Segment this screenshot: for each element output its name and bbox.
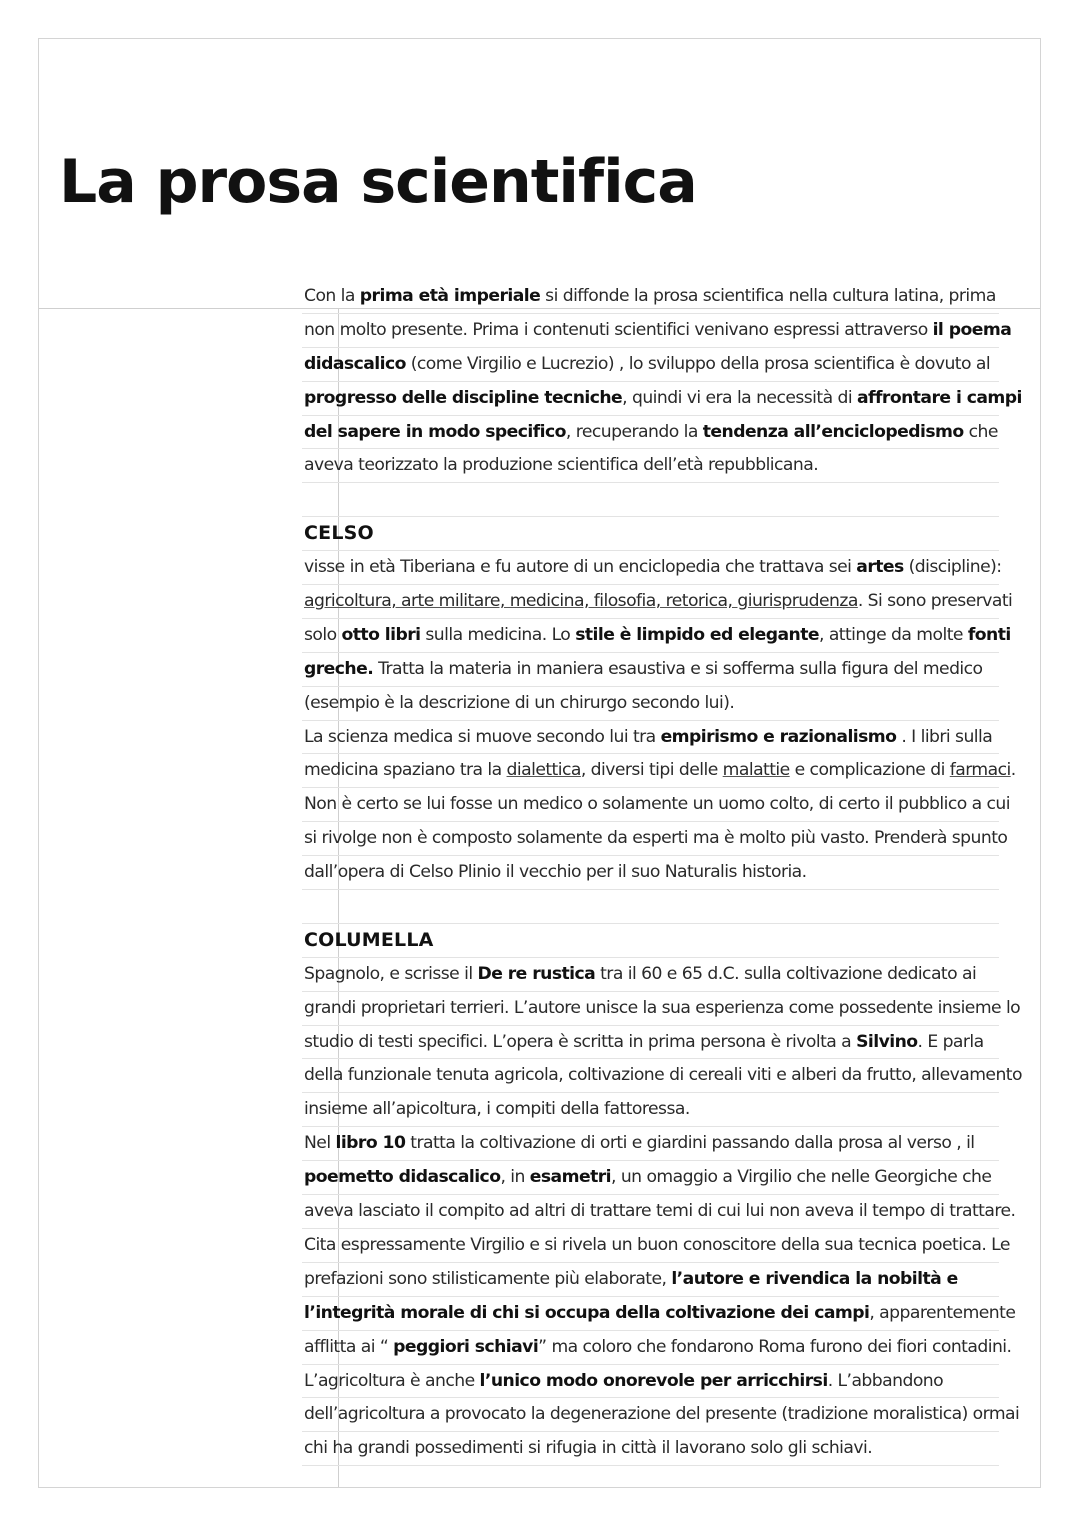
- note-line: [302, 382, 1022, 416]
- note-line: [302, 754, 1016, 788]
- note-text: . E parla: [917, 1031, 984, 1052]
- note-text: . L’abbandono: [827, 1370, 944, 1391]
- bold-text: otto libri: [341, 624, 421, 645]
- note-text: solo: [304, 624, 342, 645]
- note-line: [302, 1432, 999, 1466]
- note-text: e complicazione di: [789, 760, 950, 781]
- note-text: Con la: [304, 286, 360, 306]
- note-text: non molto presente. Prima i contenuti scientifici venivano espressi attraverso: [304, 319, 933, 340]
- note-text: aveva lasciato il compito ad altri di trattare temi di cui lui non aveva il tempo di trattare.: [304, 1201, 1016, 1222]
- note-text: si diffonde la prosa scientifica nella cultura latina, prima: [540, 286, 996, 306]
- bold-text: fonti: [967, 624, 1011, 645]
- note-text: , quindi vi era la necessità di: [622, 387, 857, 408]
- bold-text: artes: [856, 557, 904, 578]
- note-line: [302, 958, 999, 992]
- page-title: La prosa scientifica: [59, 147, 697, 217]
- note-line: [302, 1229, 1010, 1263]
- bold-text: del sapere in modo specifico: [304, 421, 566, 442]
- bold-text: esametri: [529, 1167, 612, 1188]
- note-text: aveva teorizzato la produzione scientifica dell’età repubblicana.: [304, 455, 819, 476]
- note-text: dell’agricoltura a provocato la degenerazione del presente (tradizione moralistica) ormai: [304, 1404, 1020, 1425]
- bold-text: De re rustica: [477, 963, 596, 984]
- notes-body: [302, 280, 1022, 1466]
- note-line: [302, 551, 1002, 585]
- note-line: [302, 585, 1013, 619]
- note-text: , in: [500, 1167, 530, 1188]
- underlined-text: dialettica: [506, 760, 581, 781]
- bold-text: didascalico: [304, 353, 406, 374]
- note-line: [302, 653, 999, 687]
- note-text: della funzionale tenuta agricola, coltivazione di cereali viti e alberi da frutto, allevamento: [304, 1065, 1022, 1086]
- bold-text: peggiori schiavi: [393, 1336, 539, 1357]
- note-text: La scienza medica si muove secondo lui tra: [304, 726, 661, 747]
- bold-text: progresso delle discipline tecniche: [304, 387, 623, 408]
- note-line: [302, 280, 999, 314]
- title-cell: [39, 39, 1040, 309]
- note-line: [302, 1127, 999, 1161]
- note-line: [302, 687, 999, 721]
- bold-text: empirismo e razionalismo: [660, 726, 897, 747]
- bold-text: il poema: [932, 319, 1012, 340]
- note-text: (esempio è la descrizione di un chirurgo secondo lui).: [304, 692, 735, 713]
- note-text: grandi proprietari terrieri. L’autore unisce la sua esperienza come possedente insieme lo: [304, 997, 1021, 1018]
- note-text: . Si sono preservati: [857, 591, 1013, 612]
- note-line: [302, 890, 999, 924]
- note-text: .: [1010, 760, 1016, 781]
- bold-text: affrontare i campi: [856, 387, 1022, 408]
- bold-text: stile è limpido ed elegante: [575, 624, 819, 645]
- bold-text: Silvino: [856, 1031, 918, 1052]
- note-line: [302, 924, 999, 958]
- note-line: [302, 1398, 1020, 1432]
- note-text: afflitta ai “: [304, 1336, 394, 1357]
- note-text: medicina spaziano tra la: [304, 760, 507, 781]
- note-line: [302, 619, 1011, 653]
- note-line: [302, 314, 1012, 348]
- note-text: sulla medicina. Lo: [420, 624, 576, 645]
- note-text: Nel: [304, 1133, 336, 1154]
- bold-text: prima età imperiale: [359, 286, 541, 306]
- note-text: , attinge da molte: [819, 624, 968, 645]
- note-line: [302, 1195, 1016, 1229]
- note-text: , un omaggio a Virgilio che nelle Georgiche che: [611, 1167, 992, 1188]
- note-text: (come Virgilio e Lucrezio) , lo sviluppo della prosa scientifica è dovuto al: [405, 353, 991, 374]
- note-line: [302, 822, 1008, 856]
- note-text: Spagnolo, e scrisse il: [304, 963, 478, 984]
- note-text: che: [963, 421, 998, 442]
- note-line: [302, 1331, 1012, 1365]
- note-text: visse in età Tiberiana e fu autore di un enciclopedia che trattava sei: [304, 557, 857, 578]
- note-line: [302, 348, 999, 382]
- note-line: [302, 992, 1021, 1026]
- bold-text: libro 10: [335, 1133, 406, 1154]
- note-text: prefazioni sono stilisticamente più elaborate,: [304, 1268, 672, 1289]
- note-text: L’agricoltura è anche: [304, 1370, 480, 1391]
- note-text: chi ha grandi possedimenti si rifugia in città il lavorano solo gli schiavi.: [304, 1438, 873, 1459]
- note-line: [302, 856, 999, 890]
- note-line: [302, 483, 999, 517]
- note-text: Non è certo se lui fosse un medico o solamente un uomo colto, di certo il pubblico a cui: [304, 794, 1011, 815]
- note-text: dall’opera di Celso Plinio il vecchio per il suo Naturalis historia.: [304, 862, 807, 883]
- note-text: , apparentemente: [869, 1302, 1016, 1323]
- note-line: [302, 416, 999, 450]
- note-text: insieme all’apicoltura, i compiti della fattoressa.: [304, 1099, 690, 1120]
- note-line: [302, 1161, 999, 1195]
- bold-text: tendenza all’enciclopedismo: [702, 421, 964, 442]
- note-text: . I libri sulla: [896, 726, 993, 747]
- note-text: ” ma coloro che fondarono Roma furono dei fiori contadini.: [538, 1336, 1012, 1357]
- note-line: [302, 721, 999, 755]
- note-line: [302, 1263, 999, 1297]
- note-line: [302, 1093, 999, 1127]
- bold-text: greche.: [304, 658, 374, 679]
- note-line: [302, 1059, 1022, 1093]
- note-line: [302, 449, 999, 483]
- note-line: [302, 1365, 999, 1399]
- note-line: [302, 1026, 999, 1060]
- note-text: studio di testi specifici. L’opera è scritta in prima persona è rivolta a: [304, 1031, 857, 1052]
- note-text: si rivolge non è composto solamente da esperti ma è molto più vasto. Prenderà spunto: [304, 828, 1008, 849]
- bold-text: l’unico modo onorevole per arricchirsi: [479, 1370, 828, 1391]
- underlined-text: agricoltura, arte militare, medicina, filosofia, retorica, giurisprudenza: [304, 591, 858, 612]
- note-text: tra il 60 e 65 d.C. sulla coltivazione dedicato ai: [595, 963, 977, 984]
- note-line: [302, 1297, 1016, 1331]
- note-text: Tratta la materia in maniera esaustiva e si sofferma sulla figura del medico: [373, 658, 983, 679]
- note-text: , recuperando la: [565, 421, 703, 442]
- note-text: , diversi tipi delle: [580, 760, 723, 781]
- bold-text: l’integrità morale di chi si occupa della coltivazione dei campi: [304, 1302, 870, 1323]
- bold-text: l’autore e rivendica la nobiltà e: [671, 1268, 958, 1289]
- margin-column: [39, 309, 342, 1487]
- note-text: tratta la coltivazione di orti e giardini passando dalla prosa al verso , il: [405, 1133, 975, 1154]
- underlined-text: malattie: [722, 760, 790, 781]
- underlined-text: farmaci: [949, 760, 1011, 781]
- note-line: [302, 517, 999, 551]
- note-text: Cita espressamente Virgilio e si rivela un buon conoscitore della sua tecnica poetica. Le: [304, 1234, 1010, 1255]
- section-heading: COLUMELLA: [304, 928, 434, 951]
- note-text: (discipline):: [903, 557, 1002, 578]
- note-line: [302, 788, 1011, 822]
- section-heading: CELSO: [304, 522, 374, 545]
- bold-text: poemetto didascalico: [304, 1167, 501, 1188]
